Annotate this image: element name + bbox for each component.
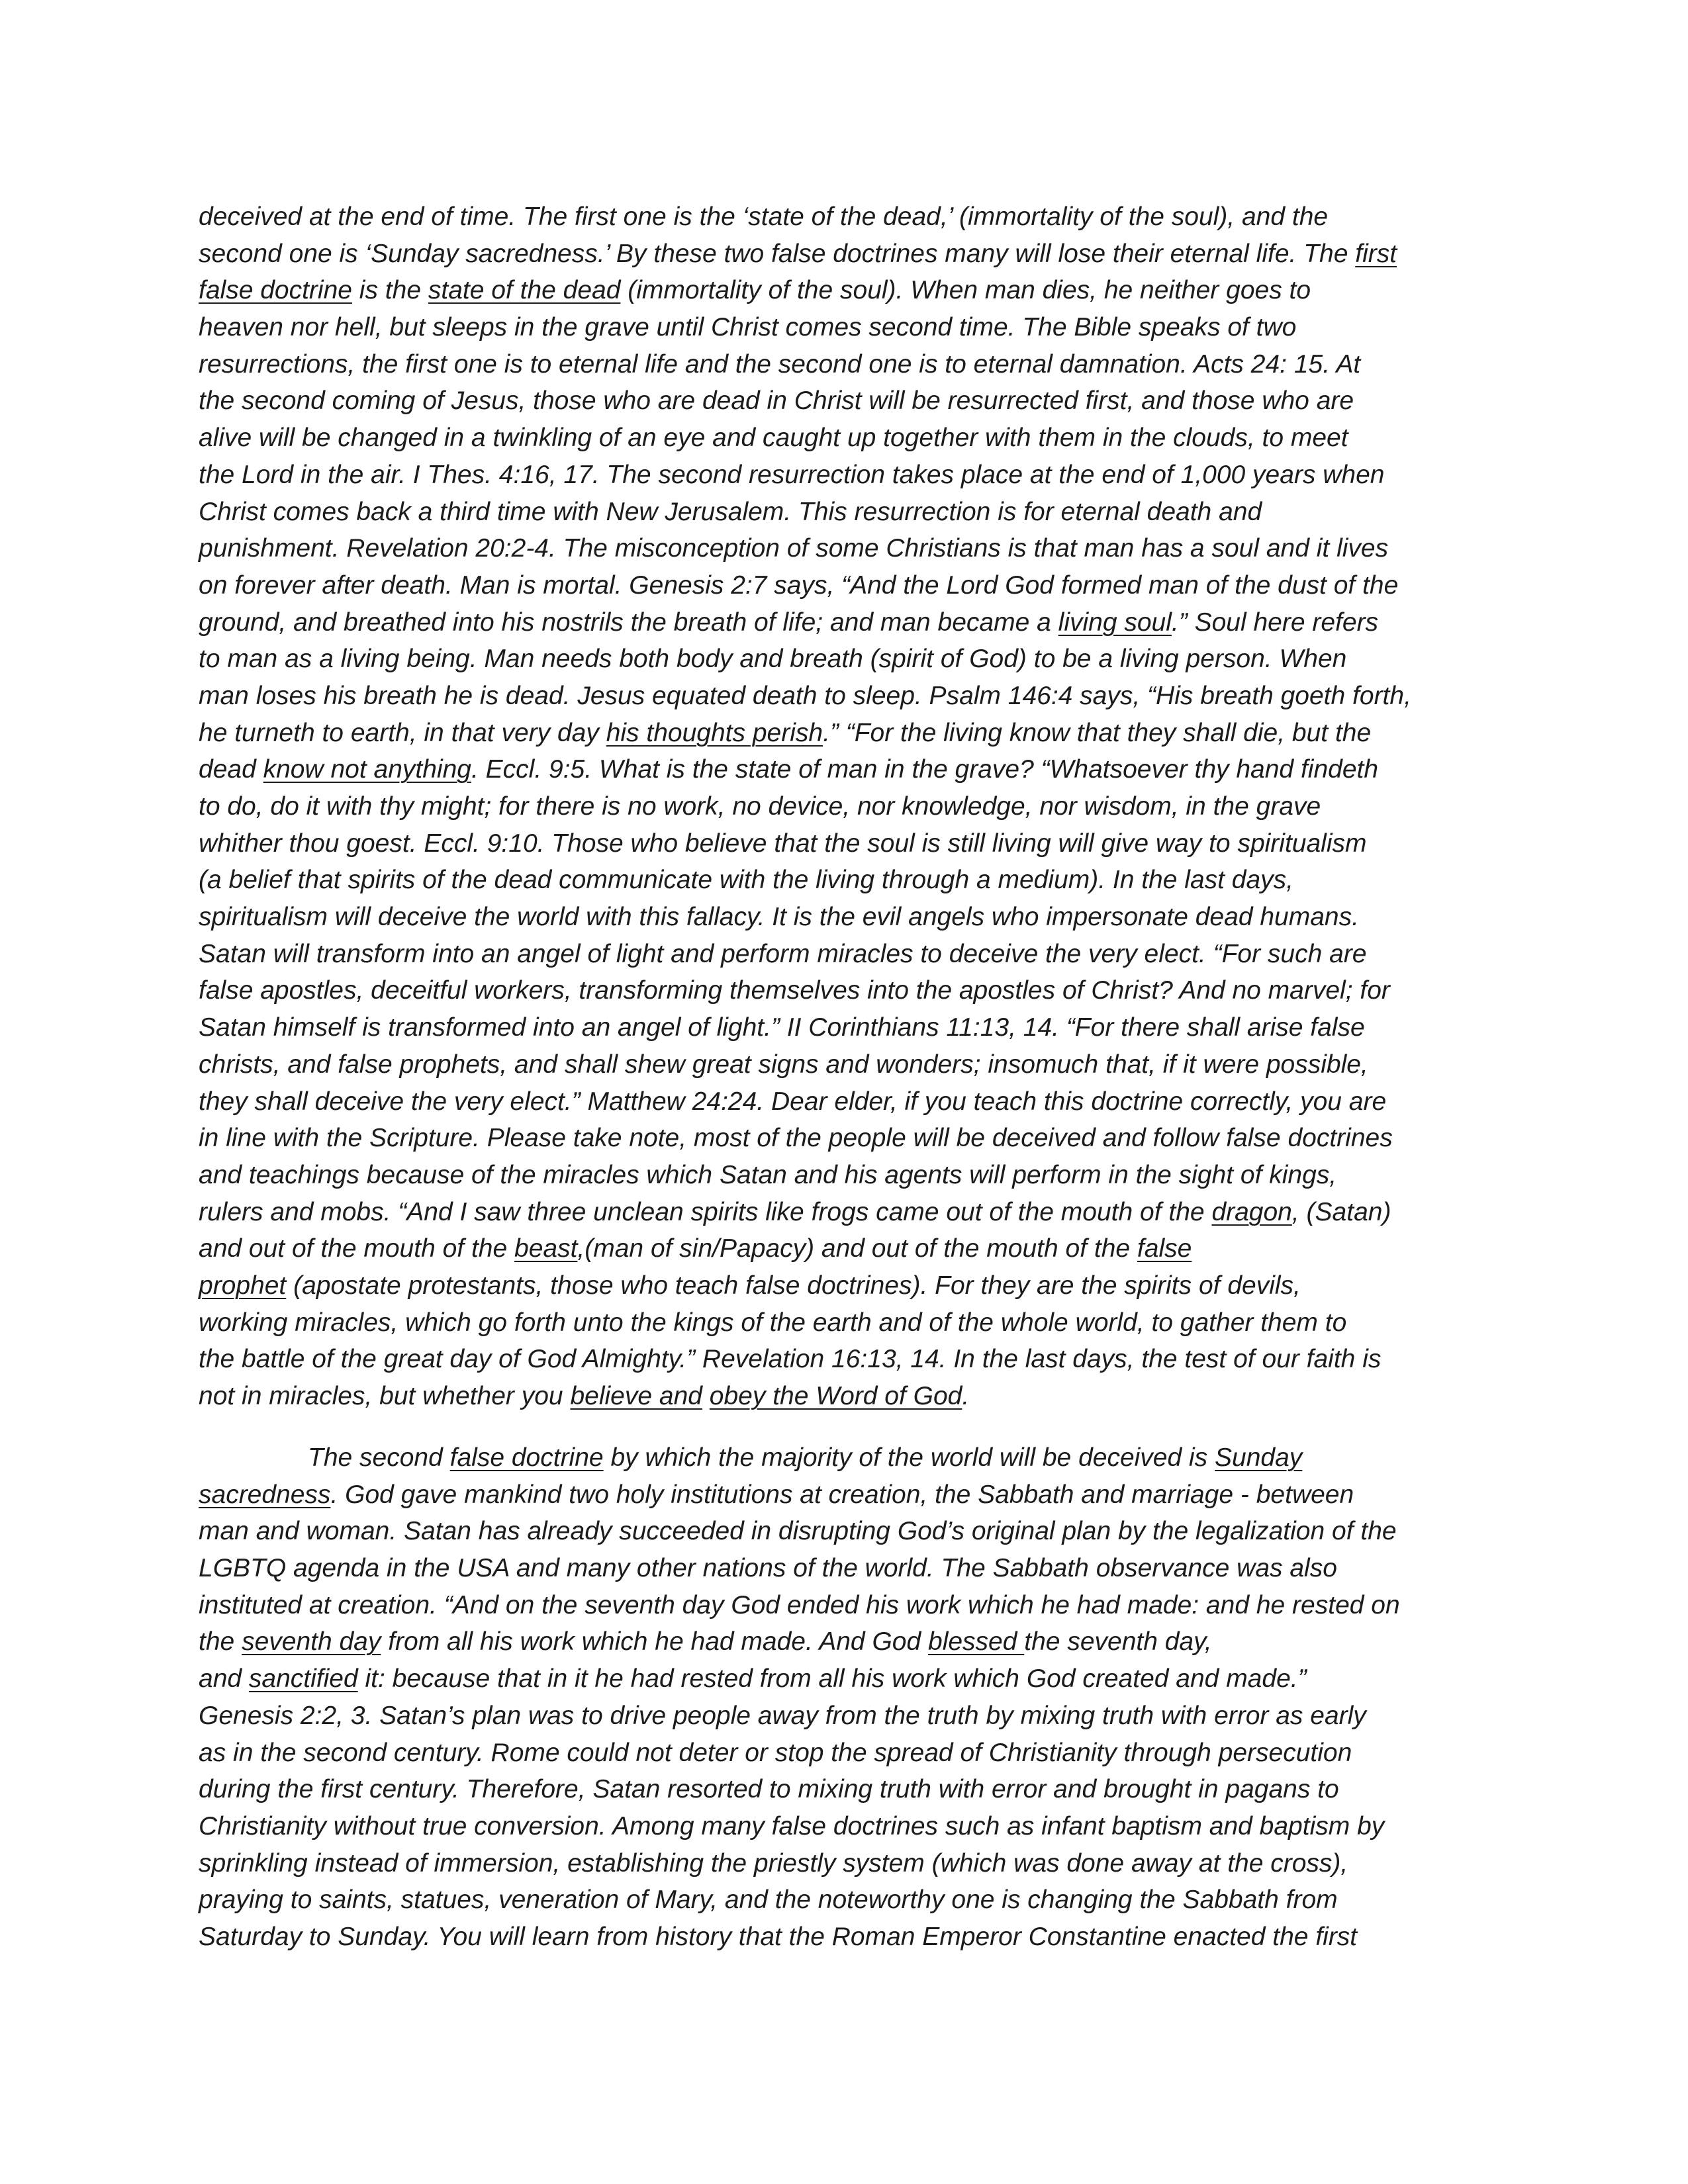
underlined-text: obey the Word of God (709, 1382, 962, 1410)
text-run: he turneth to earth, in that very day (199, 718, 606, 747)
text-run: Genesis 2:2, 3. Satan’s plan was to drive people away from the truth by mixing truth with error as early (199, 1701, 1366, 1730)
text-run: resurrections, the first one is to eternal life and the second one is to eternal damnation. Acts 24: 15. At (199, 349, 1361, 379)
text-run: deceived at the end of time. The first one is the ‘state of the dead,’ (immortality of the soul), and the (199, 203, 1329, 231)
text-run: to man as a living being. Man needs both body and breath (spirit of God) to be a living person. When (199, 645, 1347, 674)
text-run: the second coming of Jesus, those who are dead in Christ will be resurrected first, and those who are (199, 387, 1354, 416)
text-run: working miracles, which go forth unto the kings of the earth and of the whole world, to gather them to (199, 1308, 1347, 1337)
underlined-text: know not anything (263, 755, 471, 784)
underlined-text: prophet (199, 1271, 287, 1300)
text-run: the battle of the great day of God Almighty.” Revelation 16:13, 14. In the last days, the test of our faith is (199, 1345, 1382, 1374)
text-line (199, 1120, 1489, 1157)
underlined-text: his thoughts perish (606, 718, 823, 747)
underlined-text: Sunday (1215, 1443, 1303, 1472)
text-line (199, 1587, 1489, 1624)
text-run: whither thou goest. Eccl. 9:10. Those who believe that the soul is still living will give way to spiritualism (199, 829, 1367, 858)
text-run (702, 1382, 710, 1410)
text-line (199, 346, 1489, 383)
underlined-text: dragon (1211, 1197, 1292, 1226)
text-line (199, 972, 1489, 1009)
text-run: false apostles, deceitful workers, transforming themselves into the apostles of Christ? And no marvel; for (199, 976, 1390, 1005)
underlined-text: beast (514, 1234, 578, 1263)
text-line (199, 383, 1489, 420)
text-run: ,(man of sin/Papacy) and out of the mouth of the (577, 1234, 1137, 1263)
text-line (199, 604, 1489, 641)
text-run: they shall deceive the very elect.” Matthew 24:24. Dear elder, if you teach this doctrine correctly, you are (199, 1087, 1387, 1116)
underlined-text: false (1137, 1234, 1192, 1263)
text-line (199, 1230, 1489, 1267)
paragraph-sunday-sacredness (199, 1439, 1489, 1956)
text-line (199, 1477, 1489, 1514)
text-line (199, 641, 1489, 678)
text-line (199, 199, 1489, 236)
text-run: from all his work which he had made. And God (381, 1627, 928, 1657)
text-run: Saturday to Sunday. You will learn from history that the Roman Emperor Constantine enacted the first (199, 1922, 1358, 1951)
text-run: heaven nor hell, but sleeps in the grave until Christ comes second time. The Bible speaks of two (199, 313, 1297, 342)
text-run: Christ comes back a third time with New Jerusalem. This resurrection is for eternal death and (199, 497, 1262, 526)
text-line (199, 1882, 1489, 1919)
text-run: .” Soul here refers (1171, 608, 1379, 637)
text-run: man and woman. Satan has already succeeded in disrupting God’s original plan by the legalization of the (199, 1517, 1397, 1546)
underlined-text: blessed (928, 1627, 1025, 1657)
text-run: , (Satan) (1291, 1197, 1391, 1226)
text-run: rulers and mobs. “And I saw three unclean spirits like frogs came out of the mouth of the (199, 1197, 1212, 1226)
underlined-text: false doctrine (449, 1443, 604, 1472)
text-run: it: because that in it he had rested from all his work which God created and made.” (357, 1664, 1307, 1694)
underlined-text: sacredness (199, 1480, 331, 1509)
text-run: in line with the Scripture. Please take note, most of the people will be deceived and follow false doctrines (199, 1124, 1393, 1153)
text-line (199, 1046, 1489, 1083)
text-run: christs, and false prophets, and shall shew great signs and wonders; insomuch that, if it were possible, (199, 1050, 1368, 1079)
text-line (199, 1439, 1489, 1477)
text-run: sprinkling instead of immersion, establishing the priestly system (which was done away at the cross), (199, 1848, 1348, 1878)
text-run: . God gave mankind two holy institutions at creation, the Sabbath and marriage - between (330, 1480, 1354, 1509)
text-run: . Eccl. 9:5. What is the state of man in the grave? “Whatsoever thy hand findeth (471, 755, 1379, 784)
paragraph-state-of-the-dead (199, 199, 1489, 1415)
underlined-text: seventh day (242, 1627, 381, 1657)
text-run: The second (308, 1443, 450, 1472)
text-run: the seventh day, (1024, 1627, 1212, 1657)
text-run: punishment. Revelation 20:2-4. The misconception of some Christians is that man has a soul and it lives (199, 534, 1389, 563)
text-run: and teachings because of the miracles which Satan and his agents will perform in the sight of kings, (199, 1160, 1337, 1189)
text-run: praying to saints, statues, veneration of Mary, and the noteworthy one is changing the Sabbath from (199, 1886, 1338, 1915)
text-line (199, 1378, 1489, 1415)
text-line (199, 936, 1489, 973)
text-run: second one is ‘Sunday sacredness.’ By these two false doctrines many will lose their eternal life. The (199, 239, 1356, 268)
text-run: not in miracles, but whether you (199, 1382, 571, 1410)
text-run: as in the second century. Rome could not deter or stop the spread of Christianity through persecution (199, 1738, 1352, 1767)
text-run: spiritualism will deceive the world with this fallacy. It is the evil angels who impersonate dead humans. (199, 903, 1359, 932)
text-run: to do, do it with thy might; for there is no work, no device, nor knowledge, nor wisdom, in the grave (199, 792, 1321, 821)
text-line (199, 457, 1489, 494)
text-run: on forever after death. Man is mortal. Genesis 2:7 says, “And the Lord God formed man of the dust of the (199, 570, 1399, 600)
text-run: (immortality of the soul). When man dies, he neither goes to (620, 276, 1311, 305)
text-line (199, 1808, 1489, 1845)
text-run: instituted at creation. “And on the seventh day God ended his work which he had made: and he rested on (199, 1590, 1400, 1619)
text-run: alive will be changed in a twinkling of an eye and caught up together with them in the clouds, to meet (199, 424, 1348, 453)
text-line (199, 1083, 1489, 1120)
text-run: is the (352, 276, 428, 305)
text-line (199, 309, 1489, 346)
text-line (199, 1623, 1489, 1661)
text-line (199, 1157, 1489, 1194)
text-line (199, 751, 1489, 788)
underlined-text: first (1355, 239, 1397, 268)
text-line (199, 1009, 1489, 1046)
underlined-text: false doctrine (199, 276, 352, 305)
text-run: and out of the mouth of the (199, 1234, 515, 1263)
text-run: during the first century. Therefore, Satan resorted to mixing truth with error and brought in pagans to (199, 1775, 1339, 1804)
underlined-text: living soul (1058, 608, 1172, 637)
text-run: man loses his breath he is dead. Jesus equated death to sleep. Psalm 146:4 says, “His breath goeth forth, (199, 681, 1411, 710)
text-line (199, 530, 1489, 567)
text-line (199, 1194, 1489, 1231)
text-run: the Lord in the air. I Thes. 4:16, 17. The second resurrection takes place at the end of 1,000 years when (199, 460, 1385, 489)
text-line (199, 1513, 1489, 1550)
text-line (199, 1735, 1489, 1772)
text-run: (a belief that spirits of the dead communicate with the living through a medium). In the last days, (199, 866, 1294, 895)
text-line (199, 1341, 1489, 1378)
text-line (199, 862, 1489, 899)
text-run: Satan himself is transformed into an angel of light.” II Corinthians 11:13, 14. “For there shall arise false (199, 1013, 1365, 1042)
text-line (199, 825, 1489, 862)
text-run: and (199, 1664, 249, 1694)
text-run: (apostate protestants, those who teach false doctrines). For they are the spirits of devils, (286, 1271, 1301, 1300)
text-run: .” “For the living know that they shall die, but the (823, 718, 1372, 747)
text-run: Christianity without true conversion. Among many false doctrines such as infant baptism and baptism by (199, 1811, 1385, 1841)
text-line (199, 1267, 1489, 1304)
text-line (199, 420, 1489, 457)
text-run: Satan will transform into an angel of light and perform miracles to deceive the very elect. “For such are (199, 939, 1367, 968)
text-line (199, 1661, 1489, 1698)
text-line (199, 1845, 1489, 1882)
text-line (199, 788, 1489, 825)
text-line (199, 899, 1489, 936)
underlined-text: sanctified (248, 1664, 358, 1694)
text-run: ground, and breathed into his nostrils the breath of life; and man became a (199, 608, 1058, 637)
text-line (199, 494, 1489, 531)
text-run: the (199, 1627, 242, 1657)
underlined-text: state of the dead (428, 276, 621, 305)
text-line (199, 567, 1489, 604)
underlined-text: believe and (570, 1382, 702, 1410)
text-line (199, 1304, 1489, 1342)
text-line (199, 236, 1489, 273)
text-line (199, 272, 1489, 309)
text-run: . (962, 1382, 970, 1410)
text-run: dead (199, 755, 263, 784)
text-line (199, 1550, 1489, 1587)
text-line (199, 1698, 1489, 1735)
text-run: LGBTQ agenda in the USA and many other nations of the world. The Sabbath observance was also (199, 1554, 1337, 1583)
text-line (199, 1919, 1489, 1956)
text-run: by which the majority of the world will be deceived is (603, 1443, 1215, 1472)
text-line (199, 678, 1489, 715)
text-line (199, 1771, 1489, 1808)
text-line (199, 715, 1489, 752)
